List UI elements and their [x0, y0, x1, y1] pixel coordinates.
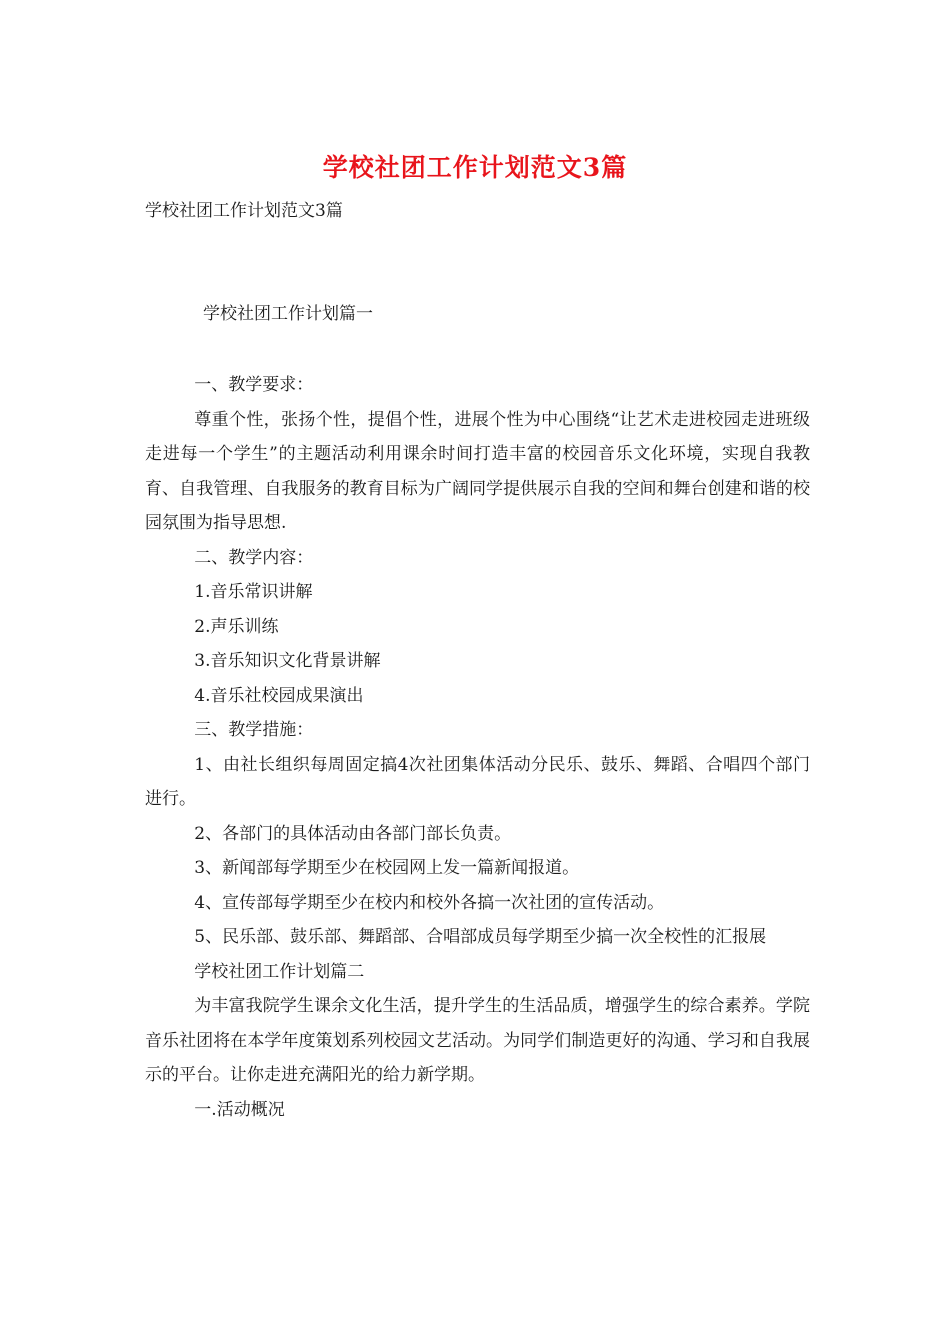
list-item-content-2: 2.声乐训练 — [194, 616, 279, 637]
document-body — [145, 368, 810, 1127]
section-two-heading: 学校社团工作计划篇二 — [194, 961, 365, 982]
paragraph-teaching-requirements: 尊重个性，张扬个性，提倡个性，进展个性为中心围绕“让艺术走进校园走进班级走进每一个学生”的主题活动利用课余时间打造丰富的校园音乐文化环境，实现自我教育、自我管理、自我服务的教育目标为广阔同学提供展示自我的空间和舞台创建和谐的校园氛围为指导思想. — [145, 409, 810, 533]
heading-teaching-requirements: 一、教学要求： — [194, 375, 314, 395]
list-item-measure-2: 2、各部门的具体活动由各部门部长负责。 — [194, 823, 512, 844]
list-item-content-4: 4.音乐社校园成果演出 — [194, 685, 364, 706]
paragraph-section-two-intro: 为丰富我院学生课余文化生活，提升学生的生活品质，增强学生的综合素养。学院音乐社团将在本学年度策划系列校园文艺活动。为同学们制造更好的沟通、学习和自我展示的平台。让你走进充满阳光的给力新学期。 — [145, 996, 810, 1085]
heading-activity-overview: 一.活动概况 — [194, 1099, 285, 1120]
heading-teaching-measures: 三、教学措施： — [194, 720, 314, 740]
document-subtitle: 学校社团工作计划范文3篇 — [145, 201, 343, 221]
heading-teaching-content: 二、教学内容： — [194, 547, 314, 568]
section-one-heading: 学校社团工作计划篇一 — [203, 304, 373, 324]
list-item-content-3: 3.音乐知识文化背景讲解 — [194, 651, 381, 671]
list-item-content-1: 1.音乐常识讲解 — [194, 582, 313, 602]
list-item-measure-5: 5、民乐部、鼓乐部、舞蹈部、合唱部成员每学期至少搞一次全校性的汇报展 — [194, 927, 767, 947]
document-title: 学校社团工作计划范文3篇 — [322, 153, 628, 182]
list-item-measure-1: 1、由社长组织每周固定搞4次社团集体活动分民乐、鼓乐、舞蹈、合唱四个部门进行。 — [145, 754, 810, 809]
list-item-measure-3: 3、新闻部每学期至少在校园网上发一篇新闻报道。 — [194, 858, 580, 878]
list-item-measure-4: 4、宣传部每学期至少在校内和校外各搞一次社团的宣传活动。 — [194, 892, 665, 913]
